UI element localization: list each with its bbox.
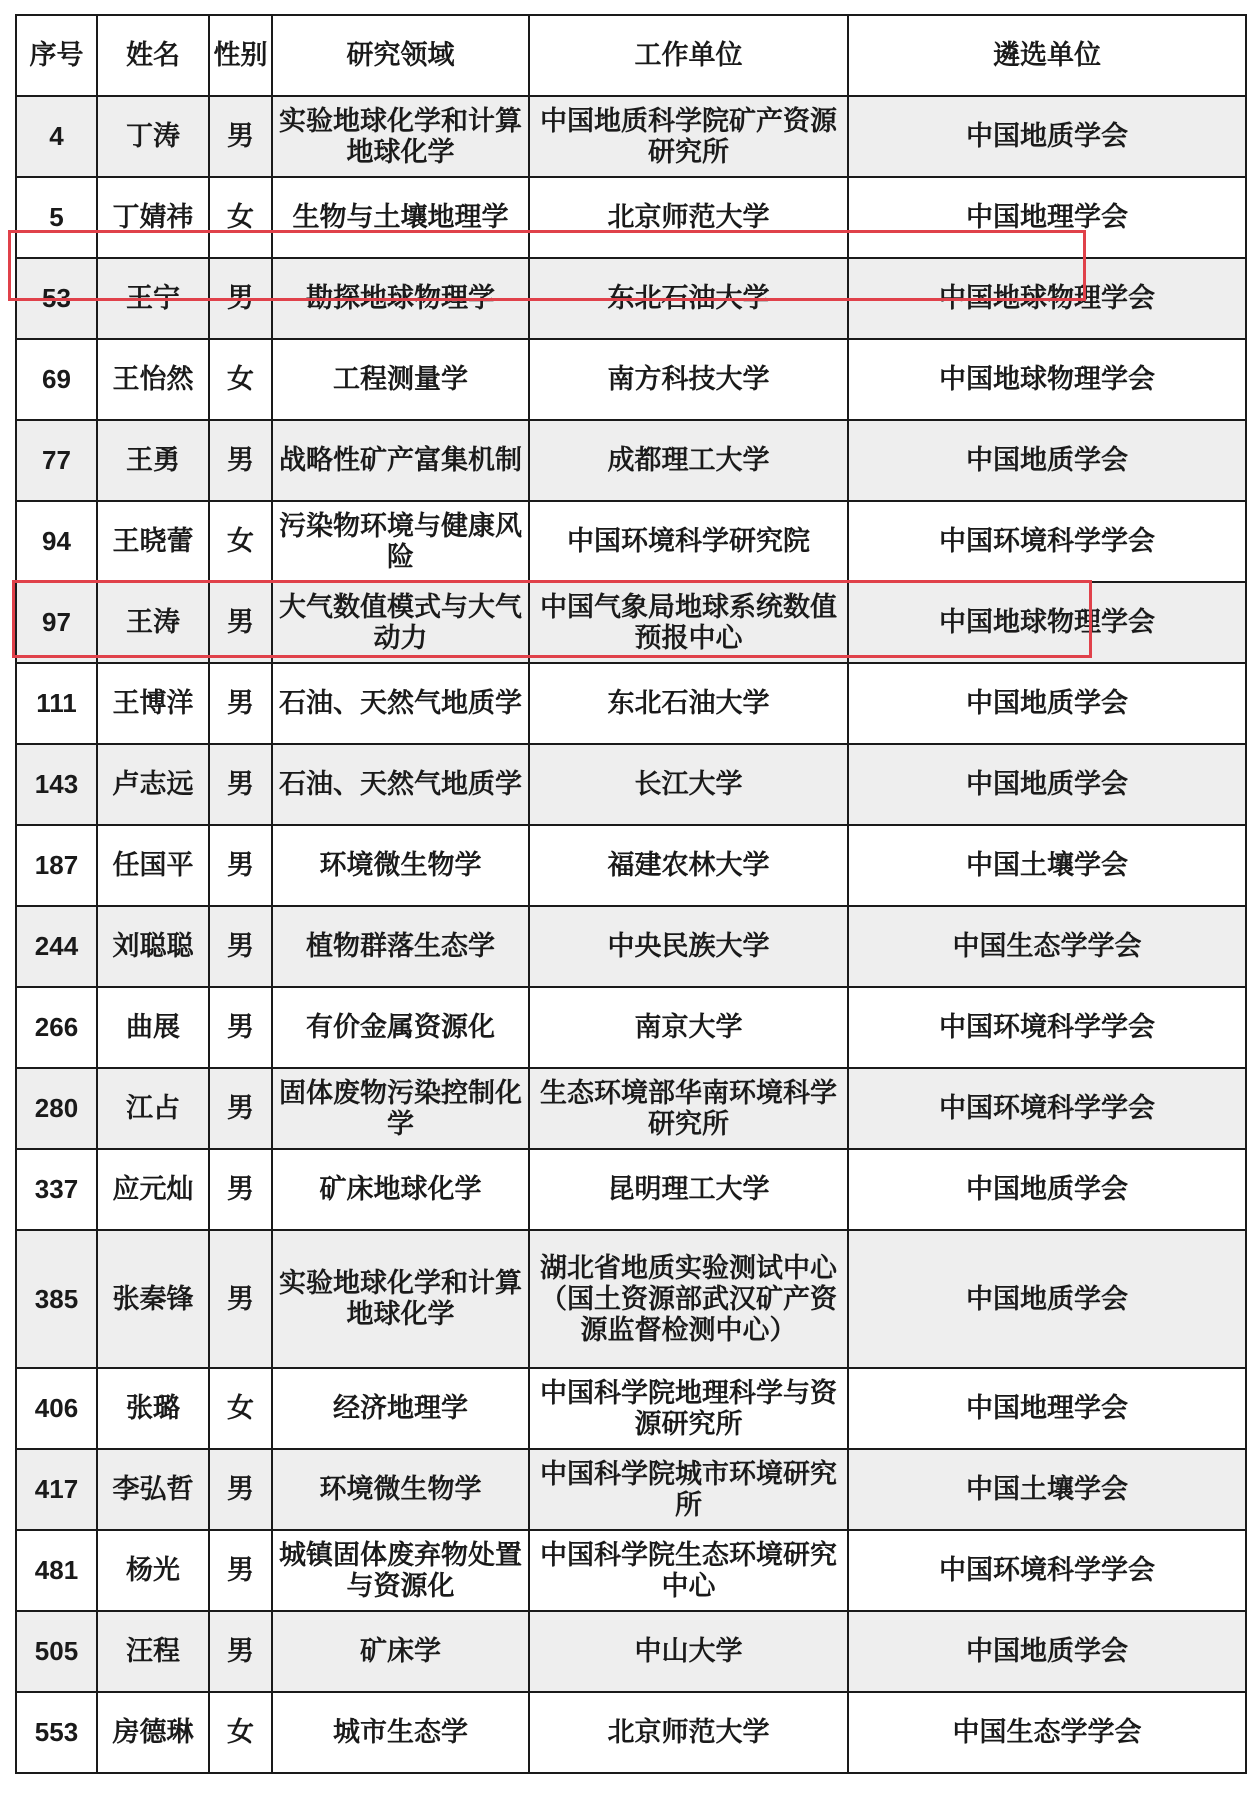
table-row	[16, 1692, 1246, 1773]
row-nominating-society: 中国地质学会	[848, 1611, 1246, 1692]
row-number: 111	[16, 663, 97, 744]
row-nominating-society: 中国地质学会	[848, 1149, 1246, 1230]
row-employer: 中国科学院地理科学与资源研究所	[529, 1368, 848, 1449]
row-research-field: 固体废物污染控制化学	[272, 1068, 529, 1149]
row-nominating-society: 中国环境科学学会	[848, 987, 1246, 1068]
row-number: 5	[16, 177, 97, 258]
row-nominating-society: 中国土壤学会	[848, 825, 1246, 906]
row-gender: 女	[209, 1692, 272, 1773]
row-research-field: 生物与土壤地理学	[272, 177, 529, 258]
row-nominating-society: 中国生态学学会	[848, 1692, 1246, 1773]
row-name: 卢志远	[97, 744, 209, 825]
row-number: 187	[16, 825, 97, 906]
row-research-field: 有价金属资源化	[272, 987, 529, 1068]
row-employer: 生态环境部华南环境科学研究所	[529, 1068, 848, 1149]
row-research-field: 石油、天然气地质学	[272, 744, 529, 825]
table-header-row	[16, 15, 1246, 96]
row-gender: 男	[209, 1449, 272, 1530]
table-row	[16, 501, 1246, 582]
row-number: 69	[16, 339, 97, 420]
row-nominating-society: 中国地球物理学会	[848, 258, 1246, 339]
row-nominating-society: 中国地质学会	[848, 96, 1246, 177]
row-number: 143	[16, 744, 97, 825]
row-research-field: 矿床学	[272, 1611, 529, 1692]
row-employer: 中国气象局地球系统数值预报中心	[529, 582, 848, 663]
row-research-field: 石油、天然气地质学	[272, 663, 529, 744]
row-employer: 东北石油大学	[529, 258, 848, 339]
row-gender: 女	[209, 1368, 272, 1449]
row-name: 丁婧祎	[97, 177, 209, 258]
table-row	[16, 906, 1246, 987]
row-gender: 男	[209, 1068, 272, 1149]
header-number: 序号	[16, 15, 97, 96]
row-employer: 长江大学	[529, 744, 848, 825]
row-employer: 东北石油大学	[529, 663, 848, 744]
row-employer: 中山大学	[529, 1611, 848, 1692]
row-name: 王宁	[97, 258, 209, 339]
row-name: 应元灿	[97, 1149, 209, 1230]
table-row	[16, 339, 1246, 420]
row-nominating-society: 中国地球物理学会	[848, 339, 1246, 420]
row-research-field: 勘探地球物理学	[272, 258, 529, 339]
row-nominating-society: 中国地理学会	[848, 177, 1246, 258]
row-name: 杨光	[97, 1530, 209, 1611]
row-nominating-society: 中国地理学会	[848, 1368, 1246, 1449]
row-gender: 男	[209, 1230, 272, 1368]
row-nominating-society: 中国环境科学学会	[848, 501, 1246, 582]
row-research-field: 环境微生物学	[272, 1449, 529, 1530]
row-name: 王博洋	[97, 663, 209, 744]
row-name: 丁涛	[97, 96, 209, 177]
row-number: 385	[16, 1230, 97, 1368]
row-number: 97	[16, 582, 97, 663]
row-employer: 南京大学	[529, 987, 848, 1068]
row-research-field: 大气数值模式与大气动力	[272, 582, 529, 663]
row-nominating-society: 中国环境科学学会	[848, 1530, 1246, 1611]
row-nominating-society: 中国地质学会	[848, 420, 1246, 501]
row-number: 53	[16, 258, 97, 339]
row-gender: 男	[209, 825, 272, 906]
row-gender: 女	[209, 177, 272, 258]
row-research-field: 工程测量学	[272, 339, 529, 420]
row-number: 244	[16, 906, 97, 987]
table-row	[16, 663, 1246, 744]
row-nominating-society: 中国地球物理学会	[848, 582, 1246, 663]
row-employer: 中国地质科学院矿产资源研究所	[529, 96, 848, 177]
row-gender: 男	[209, 258, 272, 339]
table-row	[16, 96, 1246, 177]
table-row	[16, 1530, 1246, 1611]
row-nominating-society: 中国地质学会	[848, 663, 1246, 744]
row-employer: 昆明理工大学	[529, 1149, 848, 1230]
row-nominating-society: 中国生态学学会	[848, 906, 1246, 987]
row-gender: 男	[209, 1149, 272, 1230]
header-name: 姓名	[97, 15, 209, 96]
row-number: 505	[16, 1611, 97, 1692]
row-name: 曲展	[97, 987, 209, 1068]
row-name: 王勇	[97, 420, 209, 501]
row-gender: 男	[209, 906, 272, 987]
row-employer: 成都理工大学	[529, 420, 848, 501]
row-research-field: 实验地球化学和计算地球化学	[272, 1230, 529, 1368]
row-name: 张秦锋	[97, 1230, 209, 1368]
row-research-field: 城镇固体废弃物处置与资源化	[272, 1530, 529, 1611]
row-gender: 男	[209, 582, 272, 663]
row-nominating-society: 中国地质学会	[848, 1230, 1246, 1368]
row-research-field: 经济地理学	[272, 1368, 529, 1449]
row-nominating-society: 中国地质学会	[848, 744, 1246, 825]
row-name: 房德琳	[97, 1692, 209, 1773]
header-employer: 工作单位	[529, 15, 848, 96]
table-row	[16, 825, 1246, 906]
table-row	[16, 1068, 1246, 1149]
row-employer: 福建农林大学	[529, 825, 848, 906]
row-name: 李弘哲	[97, 1449, 209, 1530]
row-name: 刘聪聪	[97, 906, 209, 987]
table-row	[16, 1230, 1246, 1368]
header-nominating-society: 遴选单位	[848, 15, 1246, 96]
row-research-field: 实验地球化学和计算地球化学	[272, 96, 529, 177]
row-number: 417	[16, 1449, 97, 1530]
row-number: 280	[16, 1068, 97, 1149]
header-research-field: 研究领域	[272, 15, 529, 96]
row-gender: 男	[209, 744, 272, 825]
table-row	[16, 1449, 1246, 1530]
row-research-field: 矿床地球化学	[272, 1149, 529, 1230]
header-gender: 性别	[209, 15, 272, 96]
row-research-field: 植物群落生态学	[272, 906, 529, 987]
table-row	[16, 1611, 1246, 1692]
row-research-field: 战略性矿产富集机制	[272, 420, 529, 501]
row-gender: 男	[209, 1611, 272, 1692]
row-employer: 北京师范大学	[529, 1692, 848, 1773]
row-research-field: 城市生态学	[272, 1692, 529, 1773]
row-gender: 女	[209, 339, 272, 420]
table-row	[16, 1149, 1246, 1230]
row-employer: 中国科学院城市环境研究所	[529, 1449, 848, 1530]
table-row	[16, 420, 1246, 501]
row-number: 77	[16, 420, 97, 501]
row-employer: 南方科技大学	[529, 339, 848, 420]
row-nominating-society: 中国土壤学会	[848, 1449, 1246, 1530]
row-name: 汪程	[97, 1611, 209, 1692]
row-number: 266	[16, 987, 97, 1068]
table-row	[16, 582, 1246, 663]
row-number: 481	[16, 1530, 97, 1611]
row-gender: 男	[209, 96, 272, 177]
row-name: 任国平	[97, 825, 209, 906]
row-name: 王怡然	[97, 339, 209, 420]
table-row	[16, 744, 1246, 825]
row-number: 4	[16, 96, 97, 177]
row-gender: 男	[209, 663, 272, 744]
row-number: 553	[16, 1692, 97, 1773]
row-research-field: 污染物环境与健康风险	[272, 501, 529, 582]
row-number: 94	[16, 501, 97, 582]
row-employer: 湖北省地质实验测试中心（国土资源部武汉矿产资源监督检测中心）	[529, 1230, 848, 1368]
row-employer: 中国环境科学研究院	[529, 501, 848, 582]
row-employer: 北京师范大学	[529, 177, 848, 258]
row-gender: 男	[209, 1530, 272, 1611]
nominee-table	[15, 14, 1247, 1774]
row-name: 王涛	[97, 582, 209, 663]
row-gender: 男	[209, 987, 272, 1068]
row-nominating-society: 中国环境科学学会	[848, 1068, 1246, 1149]
table-row	[16, 987, 1246, 1068]
row-employer: 中国科学院生态环境研究中心	[529, 1530, 848, 1611]
table-row	[16, 258, 1246, 339]
row-gender: 女	[209, 501, 272, 582]
table-row	[16, 1368, 1246, 1449]
row-name: 江占	[97, 1068, 209, 1149]
row-gender: 男	[209, 420, 272, 501]
table-row	[16, 177, 1246, 258]
row-employer: 中央民族大学	[529, 906, 848, 987]
row-name: 张璐	[97, 1368, 209, 1449]
row-research-field: 环境微生物学	[272, 825, 529, 906]
row-name: 王晓蕾	[97, 501, 209, 582]
row-number: 406	[16, 1368, 97, 1449]
row-number: 337	[16, 1149, 97, 1230]
